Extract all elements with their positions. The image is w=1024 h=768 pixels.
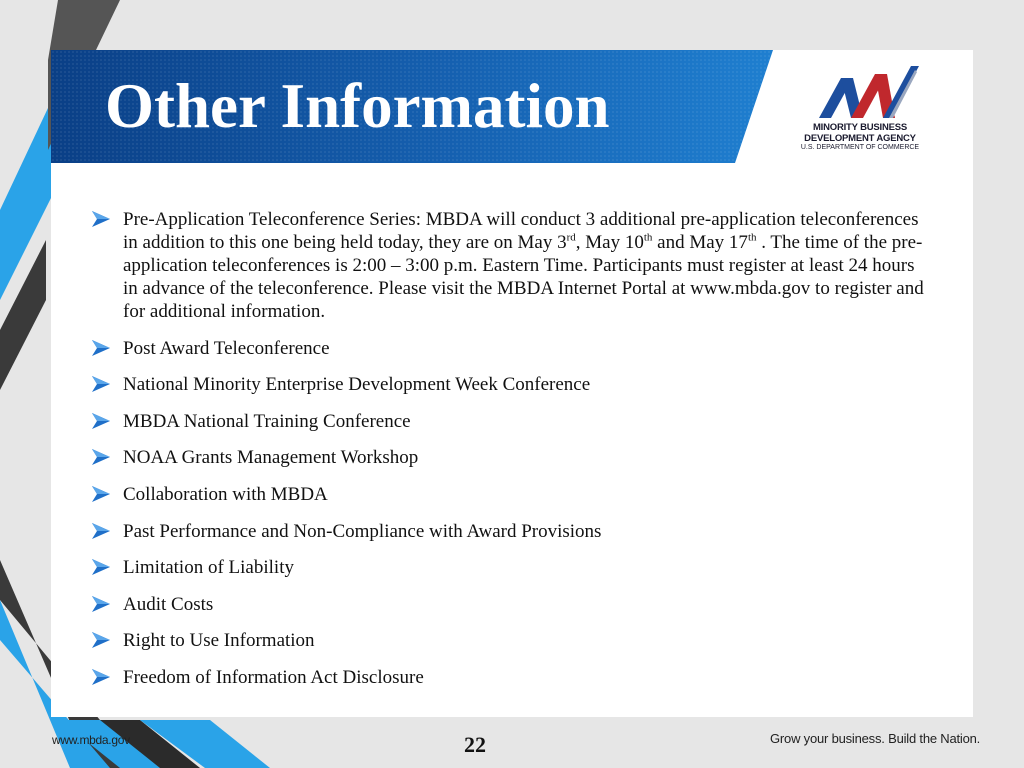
logo-text-line3: U.S. DEPARTMENT OF COMMERCE [800,144,920,151]
list-item-text: Post Award Teleconference [123,337,330,359]
first-item-text-part1: Pre-Application Teleconference Series: MBDA will conduct 3 additional pre-application teleconferences in addition to this one being held today, they are on May 3 [123,209,919,253]
list-item [91,556,931,579]
page-number: 22 [464,732,486,757]
bullet-list [91,208,931,689]
first-item-sup3: th [747,231,757,244]
slide-card [51,50,973,717]
list-item-text: MBDA National Training Conference [123,410,411,432]
list-item-text: Audit Costs [123,593,214,615]
footer-tagline: Grow your business. Build the Nation. [770,731,981,746]
list-item-text: National Minority Enterprise Development Week Conference [123,374,591,396]
arrow-bullet-icon [91,485,111,503]
list-item-text: Freedom of Information Act Disclosure [123,666,424,688]
logo-text-line1: MINORITY BUSINESS [812,122,908,133]
first-item-text-part4: . The time of the pre-application teleconferences is 2:00 – 3:00 p.m. Eastern Time. Participants must register at least 24 hours in advance of the teleconference. Please visit the MBDA Internet Portal at www.mbda.gov to register and for additional information. [123,232,924,322]
arrow-bullet-icon [91,339,111,357]
logo-text-line2: DEVELOPMENT AGENCY [804,133,916,144]
list-item-text: Past Performance and Non-Compliance with Award Provisions [123,520,602,542]
first-item-sup2: th [643,231,653,244]
list-item-text: Limitation of Liability [123,557,294,579]
list-item-text: NOAA Grants Management Workshop [123,447,419,469]
list-item [91,666,931,689]
slide-header [51,50,973,163]
first-item-text-part2: , May 10 [575,232,644,253]
list-item-text: Right to Use Information [123,630,315,652]
page-title: Other Information [105,71,610,141]
arrow-bullet-icon [91,210,111,228]
list-item-text [123,208,931,323]
footer-url: www.mbda.gov [52,733,130,747]
list-item [91,593,931,616]
list-item [91,629,931,652]
arrow-bullet-icon [91,668,111,686]
arrow-bullet-icon [91,375,111,393]
arrow-bullet-icon [91,412,111,430]
list-item [91,520,931,543]
list-item-text: Collaboration with MBDA [123,483,328,505]
list-item [91,337,931,360]
list-item [91,446,931,469]
list-item [91,373,931,396]
mbda-logo [795,64,925,154]
arrow-bullet-icon [91,448,111,466]
arrow-bullet-icon [91,595,111,613]
first-item-text-part3: and May 17 [652,232,748,253]
arrow-bullet-icon [91,522,111,540]
list-item [91,483,931,506]
mbda-logo-mark [819,64,919,120]
list-item [91,410,931,433]
first-item-sup1: rd [566,231,576,244]
list-item [91,208,931,323]
arrow-bullet-icon [91,631,111,649]
arrow-bullet-icon [91,558,111,576]
